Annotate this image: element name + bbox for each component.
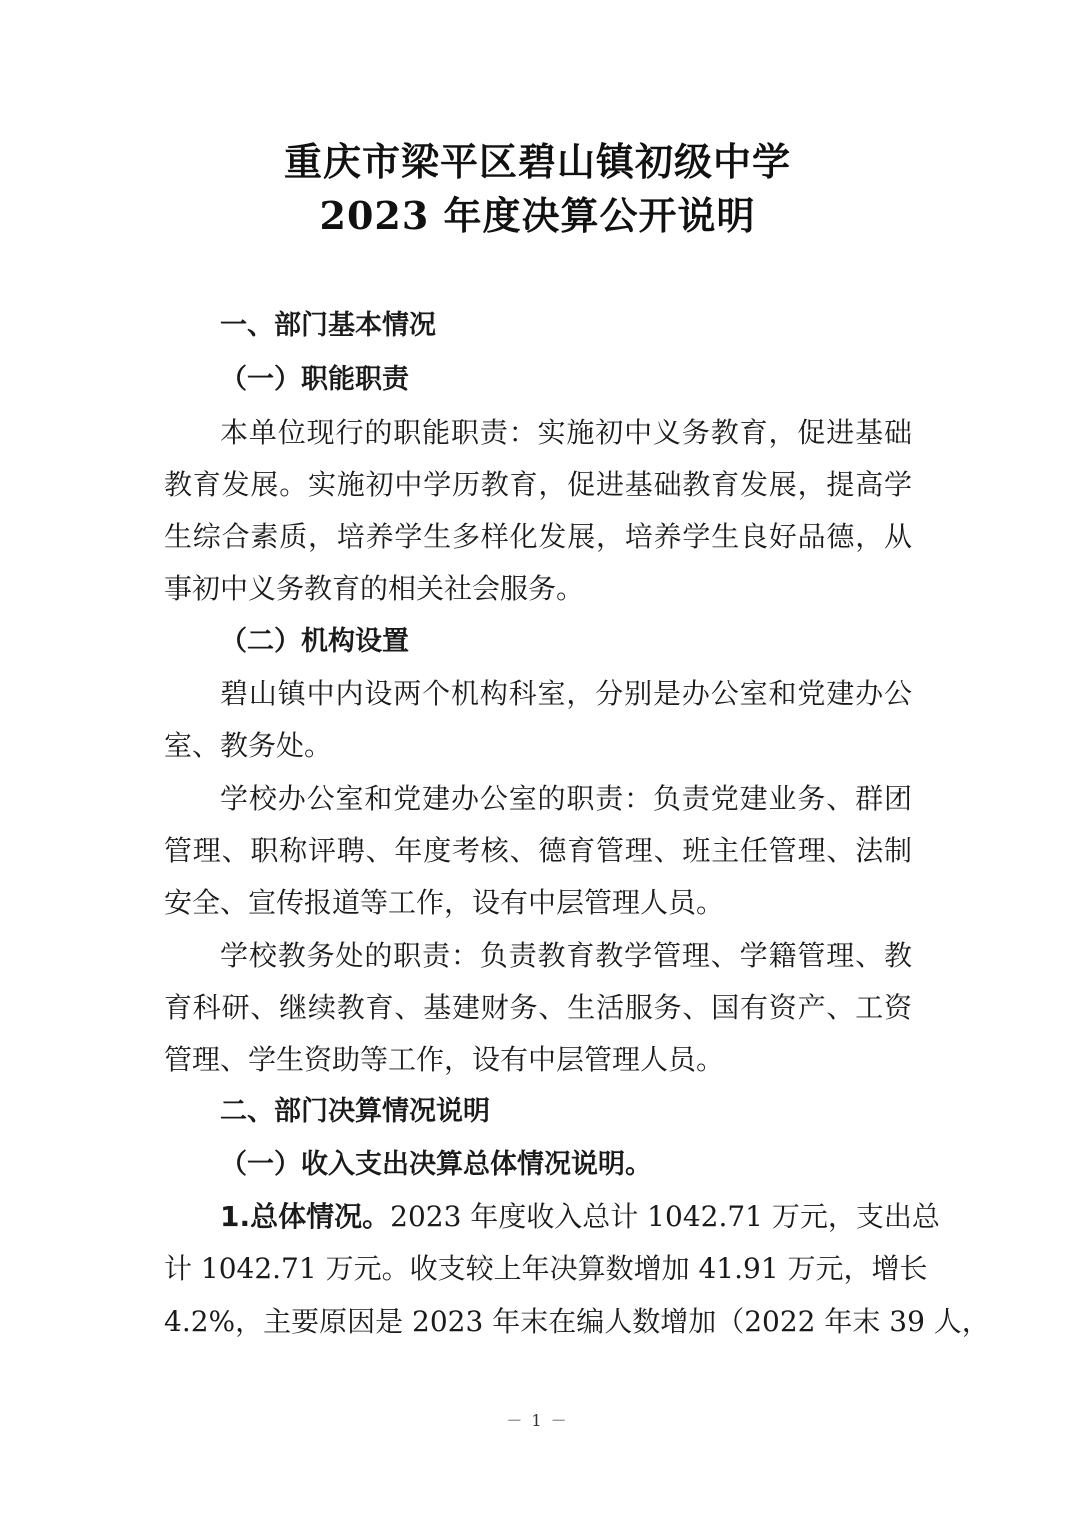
subsection-heading-overview: （一）收入支出决算总体情况说明。 [220,1149,652,1180]
paragraph-text: 2023 年度收入总计 1042.71 万元，支出总 [390,1200,940,1233]
paragraph-line: 管理、学生资助等工作，设有中层管理人员。 [164,1043,725,1076]
paragraph-line: 本单位现行的职能职责：实施初中义务教育，促进基础 [220,416,912,449]
page-number: － 1 － [506,1411,569,1430]
document-title-line2: 2023 年度决算公开说明 [319,193,756,238]
paragraph-line: 学校办公室和党建办公室的职责：负责党建业务、群团 [220,782,912,815]
paragraph-lead: 1.总体情况。 [220,1200,391,1233]
paragraph-line: 管理、职称评聘、年度考核、德育管理、班主任管理、法制 [164,834,912,867]
paragraph-line: 安全、宣传报道等工作，设有中层管理人员。 [164,886,725,919]
subsection-heading-duties: （一）职能职责 [220,364,409,395]
paragraph-line: 育科研、继续教育、基建财务、生活服务、国有资产、工资 [164,991,912,1024]
subsection-heading-organization: （二）机构设置 [220,626,409,657]
paragraph-line: 事初中义务教育的相关社会服务。 [164,572,585,605]
paragraph-line: 4.2%，主要原因是 2023 年末在编人数增加（2022 年末 39 人， [164,1305,990,1338]
section-heading-2: 二、部门决算情况说明 [220,1096,490,1127]
paragraph-line: 生综合素质，培养学生多样化发展，培养学生良好品德，从 [164,520,912,553]
paragraph-line: 计 1042.71 万元。收支较上年决算数增加 41.91 万元，增长 [164,1252,928,1285]
paragraph-line: 教育发展。实施初中学历教育，促进基础教育发展，提高学 [164,468,912,501]
paragraph-line: 室、教务处。 [164,729,333,762]
paragraph-line: 碧山镇中内设两个机构科室，分别是办公室和党建办公 [220,677,912,710]
section-heading-1: 一、部门基本情况 [220,310,436,341]
paragraph-line: 学校教务处的职责：负责教育教学管理、学籍管理、教 [220,939,912,972]
paragraph-line [164,1199,940,1235]
document-title-line1: 重庆市梁平区碧山镇初级中学 [283,139,791,184]
